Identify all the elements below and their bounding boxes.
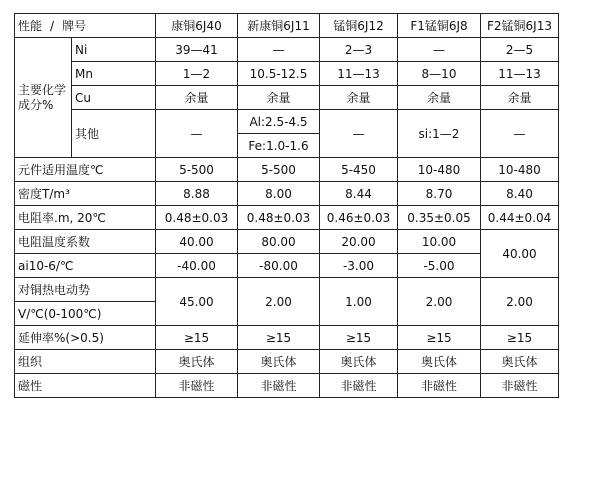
table-cell: — <box>398 38 481 62</box>
table-cell: 10.5-12.5 <box>238 62 320 86</box>
table-cell: 0.44±0.04 <box>481 206 559 230</box>
element-label: Ni <box>72 38 156 62</box>
table-cell: 余量 <box>238 86 320 110</box>
element-label: Cu <box>72 86 156 110</box>
element-label: Mn <box>72 62 156 86</box>
property-row-magnetism <box>15 374 559 398</box>
table-cell: 40.00 <box>481 230 559 278</box>
table-cell: — <box>481 110 559 158</box>
property-label: 组织 <box>15 350 156 374</box>
table-cell: 非磁性 <box>320 374 398 398</box>
table-cell: 余量 <box>398 86 481 110</box>
grade-header: 锰铜6J12 <box>320 14 398 38</box>
table-cell: 非磁性 <box>238 374 320 398</box>
property-label: 电阻率.m, 20℃ <box>15 206 156 230</box>
property-row-temperature <box>15 158 559 182</box>
table-cell: 10.00 <box>398 230 481 254</box>
table-cell: 非磁性 <box>481 374 559 398</box>
table-cell: — <box>238 38 320 62</box>
table-cell: 余量 <box>481 86 559 110</box>
property-row-structure <box>15 350 559 374</box>
table-cell: 39—41 <box>156 38 238 62</box>
table-cell: 8.40 <box>481 182 559 206</box>
table-cell: 0.46±0.03 <box>320 206 398 230</box>
table-cell: 0.48±0.03 <box>156 206 238 230</box>
table-cell: 奥氏体 <box>320 350 398 374</box>
table-cell: 0.48±0.03 <box>238 206 320 230</box>
property-row-density <box>15 182 559 206</box>
table-cell: 2.00 <box>481 278 559 326</box>
table-cell: 20.00 <box>320 230 398 254</box>
table-cell: 2.00 <box>398 278 481 326</box>
property-label: 磁性 <box>15 374 156 398</box>
table-cell: 奥氏体 <box>481 350 559 374</box>
table-cell: Fe:1.0-1.6 <box>238 134 320 158</box>
grade-header: 康铜6J40 <box>156 14 238 38</box>
table-cell: 5-450 <box>320 158 398 182</box>
table-cell: 2—3 <box>320 38 398 62</box>
table-cell: — <box>156 110 238 158</box>
thermo-emf-row-1 <box>15 278 559 302</box>
grade-header: F2锰铜6J13 <box>481 14 559 38</box>
property-row-elongation <box>15 326 559 350</box>
table-cell: -80.00 <box>238 254 320 278</box>
table-cell: 奥氏体 <box>398 350 481 374</box>
table-cell: 非磁性 <box>156 374 238 398</box>
thermo-emf-label: 对铜热电动势 <box>15 278 156 302</box>
header-corner-cell <box>15 14 156 38</box>
table-cell: 8.88 <box>156 182 238 206</box>
property-label: 元件适用温度℃ <box>15 158 156 182</box>
table-cell: ≥15 <box>238 326 320 350</box>
table-cell: 1—2 <box>156 62 238 86</box>
table-cell: 11—13 <box>481 62 559 86</box>
table-cell: 0.35±0.05 <box>398 206 481 230</box>
table-cell: 余量 <box>320 86 398 110</box>
table-cell: 10-480 <box>398 158 481 182</box>
table-cell: 奥氏体 <box>238 350 320 374</box>
table-cell: 8—10 <box>398 62 481 86</box>
table-cell: -3.00 <box>320 254 398 278</box>
thermo-emf-unit-label: V/℃(0-100℃) <box>15 302 156 326</box>
property-row-resistivity <box>15 206 559 230</box>
table-cell: ≥15 <box>320 326 398 350</box>
element-label: 其他 <box>72 110 156 158</box>
table-cell: 2.00 <box>238 278 320 326</box>
composition-row-cu <box>15 86 559 110</box>
grade-header: F1锰铜6J8 <box>398 14 481 38</box>
table-cell: 8.70 <box>398 182 481 206</box>
table-cell: 45.00 <box>156 278 238 326</box>
table-cell: ≥15 <box>398 326 481 350</box>
temp-coeff-row-1 <box>15 230 559 254</box>
table-cell: si:1—2 <box>398 110 481 158</box>
temp-coeff-row-2 <box>15 254 559 278</box>
property-label: 延伸率%(>0.5) <box>15 326 156 350</box>
table-cell: ≥15 <box>156 326 238 350</box>
table-cell: 2—5 <box>481 38 559 62</box>
grade-header-label: 牌号 <box>62 18 87 33</box>
table-cell: 40.00 <box>156 230 238 254</box>
temp-coeff-label: 电阻温度系数 <box>15 230 156 254</box>
temp-coeff-unit-label: ai10-6/℃ <box>15 254 156 278</box>
alloy-properties-container <box>14 13 559 398</box>
composition-row-mn <box>15 62 559 86</box>
table-cell: 5-500 <box>238 158 320 182</box>
table-cell: 余量 <box>156 86 238 110</box>
grade-header: 新康铜6J11 <box>238 14 320 38</box>
table-cell: -40.00 <box>156 254 238 278</box>
table-cell: 8.00 <box>238 182 320 206</box>
composition-row-ni <box>15 38 559 62</box>
table-cell: Al:2.5-4.5 <box>238 110 320 134</box>
property-label: 密度T/m³ <box>15 182 156 206</box>
property-header-label: 性能 <box>18 18 43 33</box>
table-cell: 11—13 <box>320 62 398 86</box>
table-cell: 奥氏体 <box>156 350 238 374</box>
header-row <box>15 14 559 38</box>
table-cell: 非磁性 <box>398 374 481 398</box>
composition-row-other <box>15 110 559 134</box>
alloy-properties-table <box>14 13 559 398</box>
table-cell: -5.00 <box>398 254 481 278</box>
table-cell: ≥15 <box>481 326 559 350</box>
table-cell: 80.00 <box>238 230 320 254</box>
table-cell: 1.00 <box>320 278 398 326</box>
header-separator: / <box>50 18 55 33</box>
table-cell: 5-500 <box>156 158 238 182</box>
table-cell: — <box>320 110 398 158</box>
table-cell: 8.44 <box>320 182 398 206</box>
composition-group-label: 主要化学成分% <box>15 38 72 158</box>
table-cell: 10-480 <box>481 158 559 182</box>
